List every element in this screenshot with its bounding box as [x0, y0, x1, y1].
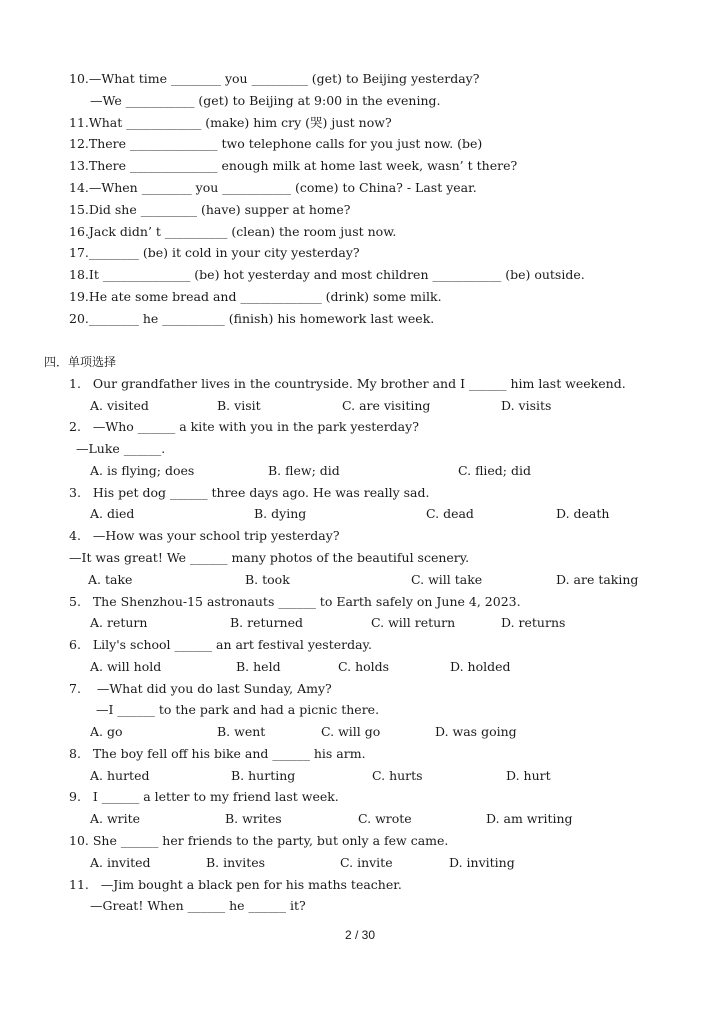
question-line: 19.He ate some bread and _____________ (drink) some milk. — [69, 289, 442, 304]
question-line: 10.—What time ________ you _________ (get) to Beijing yesterday? — [69, 71, 480, 86]
option: D. was going — [435, 724, 517, 739]
option: A. return — [90, 615, 148, 630]
question-line: 15.Did she _________ (have) supper at home? — [69, 202, 351, 217]
option: A. go — [90, 724, 123, 739]
option: C. wrote — [358, 811, 412, 826]
question-stem: —It was great! We ______ many photos of the beautiful scenery. — [69, 550, 470, 565]
option: B. took — [245, 572, 290, 587]
option: B. flew; did — [268, 463, 340, 478]
option: B. returned — [230, 615, 304, 630]
question-stem: —Great! When ______ he ______ it? — [90, 898, 306, 913]
option: A. visited — [90, 398, 149, 413]
option: C. flied; did — [458, 463, 531, 478]
option: B. went — [217, 724, 266, 739]
option: A. take — [88, 572, 133, 587]
option: C. will go — [321, 724, 381, 739]
question-stem: 3. His pet dog ______ three days ago. He was really sad. — [69, 485, 430, 500]
question-stem: 5. The Shenzhou-15 astronauts ______ to Earth safely on June 4, 2023. — [69, 594, 521, 609]
option: D. am writing — [486, 811, 573, 826]
option: C. hurts — [372, 768, 423, 783]
option: C. are visiting — [342, 398, 431, 413]
option: A. hurted — [90, 768, 150, 783]
option: D. returns — [501, 615, 566, 630]
question-line: —We ___________ (get) to Beijing at 9:00 in the evening. — [90, 93, 441, 108]
option: D. holded — [450, 659, 511, 674]
question-line: 17.________ (be) it cold in your city yesterday? — [69, 245, 360, 260]
question-line: 20.________ he __________ (finish) his homework last week. — [69, 311, 435, 326]
question-stem: 10. She ______ her friends to the party, but only a few came. — [69, 833, 449, 848]
option: B. writes — [225, 811, 282, 826]
option: C. invite — [340, 855, 393, 870]
page-number: 2 / 30 — [344, 928, 376, 942]
option: B. dying — [254, 506, 307, 521]
question-line: 16.Jack didn’ t __________ (clean) the room just now. — [69, 224, 397, 239]
option: D. inviting — [449, 855, 515, 870]
question-stem: 6. Lily's school ______ an art festival yesterday. — [69, 637, 372, 652]
option: C. will take — [411, 572, 483, 587]
option: D. visits — [501, 398, 552, 413]
question-line: 11.What ____________ (make) him cry (哭) just now? — [69, 115, 392, 130]
option: A. write — [90, 811, 141, 826]
question-stem: 7. —What did you do last Sunday, Amy? — [69, 681, 332, 696]
option: B. held — [236, 659, 281, 674]
option: C. holds — [338, 659, 390, 674]
question-stem: 2. —Who ______ a kite with you in the park yesterday? — [69, 419, 419, 434]
question-stem: —Luke ______. — [76, 441, 166, 456]
question-stem: 8. The boy fell off his bike and ______ his arm. — [69, 746, 366, 761]
section-title: 四．单项选择 — [44, 355, 117, 369]
question-stem: 11. —Jim bought a black pen for his maths teacher. — [69, 877, 402, 892]
question-line: 14.—When ________ you ___________ (come) to China? - Last year. — [69, 180, 477, 195]
option: A. will hold — [90, 659, 162, 674]
question-stem: 1. Our grandfather lives in the countryside. My brother and I ______ him last weekend. — [69, 376, 626, 391]
question-line: 12.There ______________ two telephone calls for you just now. (be) — [69, 136, 483, 151]
option: D. hurt — [506, 768, 551, 783]
question-line: 13.There ______________ enough milk at home last week, wasn’ t there? — [69, 158, 518, 173]
question-line: 18.It ______________ (be) hot yesterday and most children ___________ (be) outside. — [69, 267, 585, 282]
option: A. died — [90, 506, 135, 521]
option: D. are taking — [556, 572, 639, 587]
option: C. will return — [371, 615, 456, 630]
option: B. invites — [206, 855, 266, 870]
option: A. is flying; does — [90, 463, 195, 478]
option: B. visit — [217, 398, 261, 413]
option: C. dead — [426, 506, 474, 521]
question-stem: 4. —How was your school trip yesterday? — [69, 528, 340, 543]
option: D. death — [556, 506, 610, 521]
option: A. invited — [90, 855, 151, 870]
question-stem: —I ______ to the park and had a picnic there. — [96, 702, 380, 717]
option: B. hurting — [231, 768, 296, 783]
question-stem: 9. I ______ a letter to my friend last week. — [69, 789, 339, 804]
